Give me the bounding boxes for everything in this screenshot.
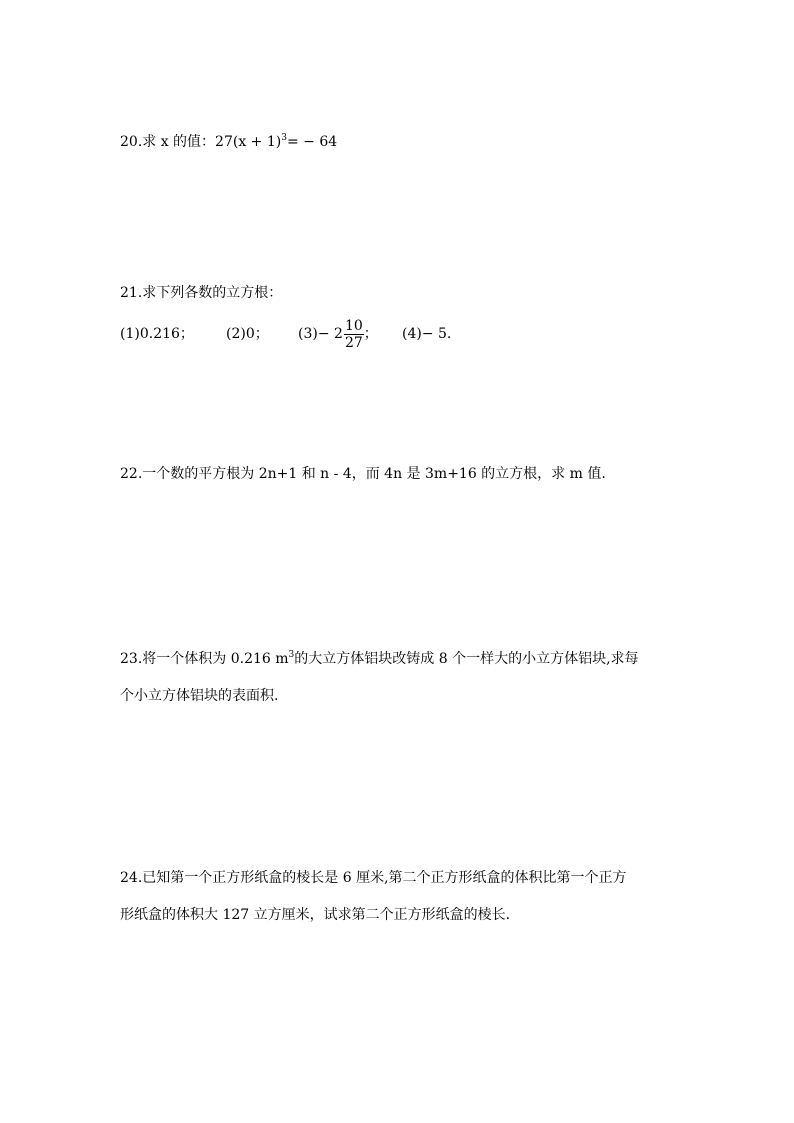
q23-line-1 [120, 645, 710, 673]
q24-line-2: 形纸盒的体积大 127 立方厘米，试求第二个正方形纸盒的棱长. [120, 907, 511, 923]
q23-exponent: 3 [288, 650, 295, 660]
q21-part-3-denominator: 27 [344, 334, 363, 351]
q21-part-3-prefix: (3) [298, 326, 318, 342]
q20-suffix: = − 64 [286, 134, 338, 150]
q21-part-2: (2)0； [226, 326, 269, 342]
q20-exponent: 3 [281, 133, 287, 143]
q21-part-3-sign: − 2 [317, 326, 343, 342]
q21-part-3-numerator: 10 [344, 317, 363, 334]
q21-part-3-suffix: ； [363, 326, 378, 342]
question-22 [120, 460, 710, 488]
question-24 [120, 864, 710, 929]
q23-line-2: 个小立方体铝块的表面积. [120, 688, 279, 704]
q21-part-1: (1)0.216； [120, 326, 194, 342]
q21-prompt: 21.求下列各数的立方根： [120, 285, 283, 301]
q20-prefix: 20.求 x 的值：27(x + 1) [120, 134, 282, 150]
q23-line-1-suffix: 的大立方体铝块改铸成 8 个一样大的小立方体铝块,求每 [294, 651, 639, 667]
q23-line-1-prefix: 23.将一个体积为 0.216 m [120, 651, 289, 667]
question-21 [120, 279, 710, 307]
question-20 [120, 128, 710, 156]
q21-part-3 [298, 312, 378, 356]
q24-line-1: 24.已知第一个正方形纸盒的棱长是 6 厘米,第二个正方形纸盒的体积比第一个正方 [120, 870, 627, 886]
q21-part-3-fraction [344, 318, 364, 351]
q21-part-4: (4)− 5. [402, 326, 452, 342]
q22-text: 22.一个数的平方根为 2n+1 和 n - 4，而 4n 是 3m+16 的立方根，求 m 值. [120, 466, 606, 482]
question-23 [120, 645, 710, 710]
